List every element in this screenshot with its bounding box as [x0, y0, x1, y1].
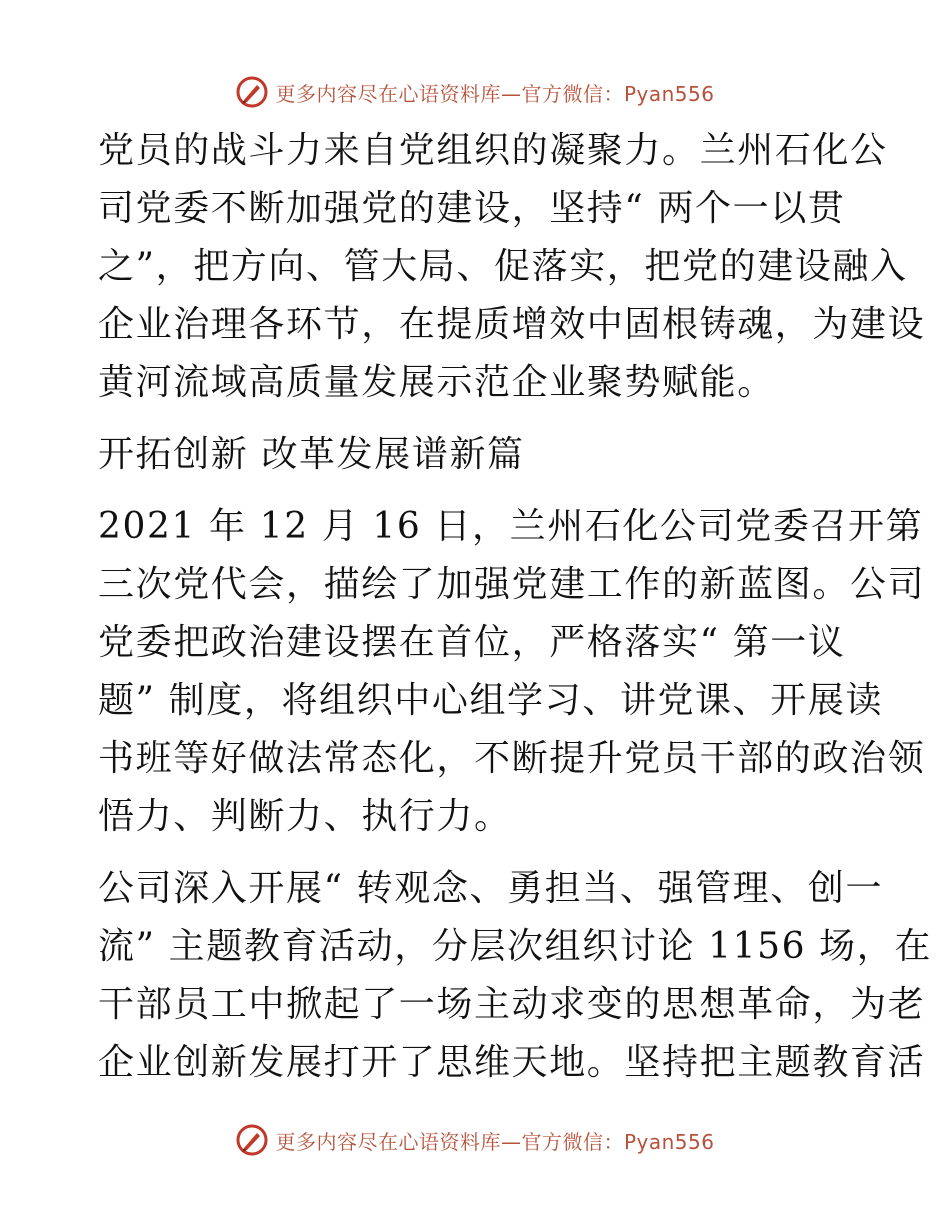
text-line: 党委把政治建设摆在首位，严格落实“ 第一议: [98, 622, 846, 663]
document-body: [98, 122, 932, 1092]
watermark-text: 更多内容尽在心语资料库—官方微信：Pyan556: [275, 1129, 715, 1154]
watermark-header: [0, 72, 950, 112]
text-line: 公司深入开展“ 转观念、勇担当、强管理、创一: [98, 868, 884, 909]
text-line: 之”，把方向、管大局、促落实，把党的建设融入: [98, 246, 908, 287]
section-heading: [98, 426, 858, 484]
text-line: 流” 主题教育活动，分层次组织讨论 1156 场，在: [98, 926, 932, 967]
text-line: 司党委不断加强党的建设，坚持“ 两个一以贯: [98, 188, 846, 229]
heading-line: 开拓创新 改革发展谱新篇: [98, 434, 525, 475]
text-line: 三次党代会，描绘了加强党建工作的新蓝图。公司: [98, 564, 926, 605]
watermark-text: 更多内容尽在心语资料库—官方微信：Pyan556: [275, 81, 715, 106]
text-line: 干部员工中掀起了一场主动求变的思想革命，为老: [98, 984, 926, 1025]
text-line: 书班等好做法常态化，不断提升党员干部的政治领: [98, 738, 926, 779]
text-line: 2021 年 12 月 16 日，兰州石化公司党委召开第: [98, 506, 924, 547]
text-line: 题” 制度，将组织中心组学习、讲党课、开展读: [98, 680, 884, 721]
pen-logo-icon: [235, 75, 269, 109]
watermark-footer: [0, 1120, 950, 1160]
paragraph-3: [98, 860, 932, 1092]
text-line: 党员的战斗力来自党组织的凝聚力。兰州石化公: [98, 130, 888, 171]
text-line: 企业创新发展打开了思维天地。坚持把主题教育活: [98, 1042, 926, 1083]
paragraph-1: [98, 122, 926, 412]
text-line: 黄河流域高质量发展示范企业聚势赋能。: [98, 362, 775, 403]
paragraph-2: [98, 498, 926, 846]
text-line: 企业治理各环节，在提质增效中固根铸魂，为建设: [98, 304, 926, 345]
text-line: 悟力、判断力、执行力。: [98, 796, 512, 837]
pen-logo-icon: [235, 1123, 269, 1157]
